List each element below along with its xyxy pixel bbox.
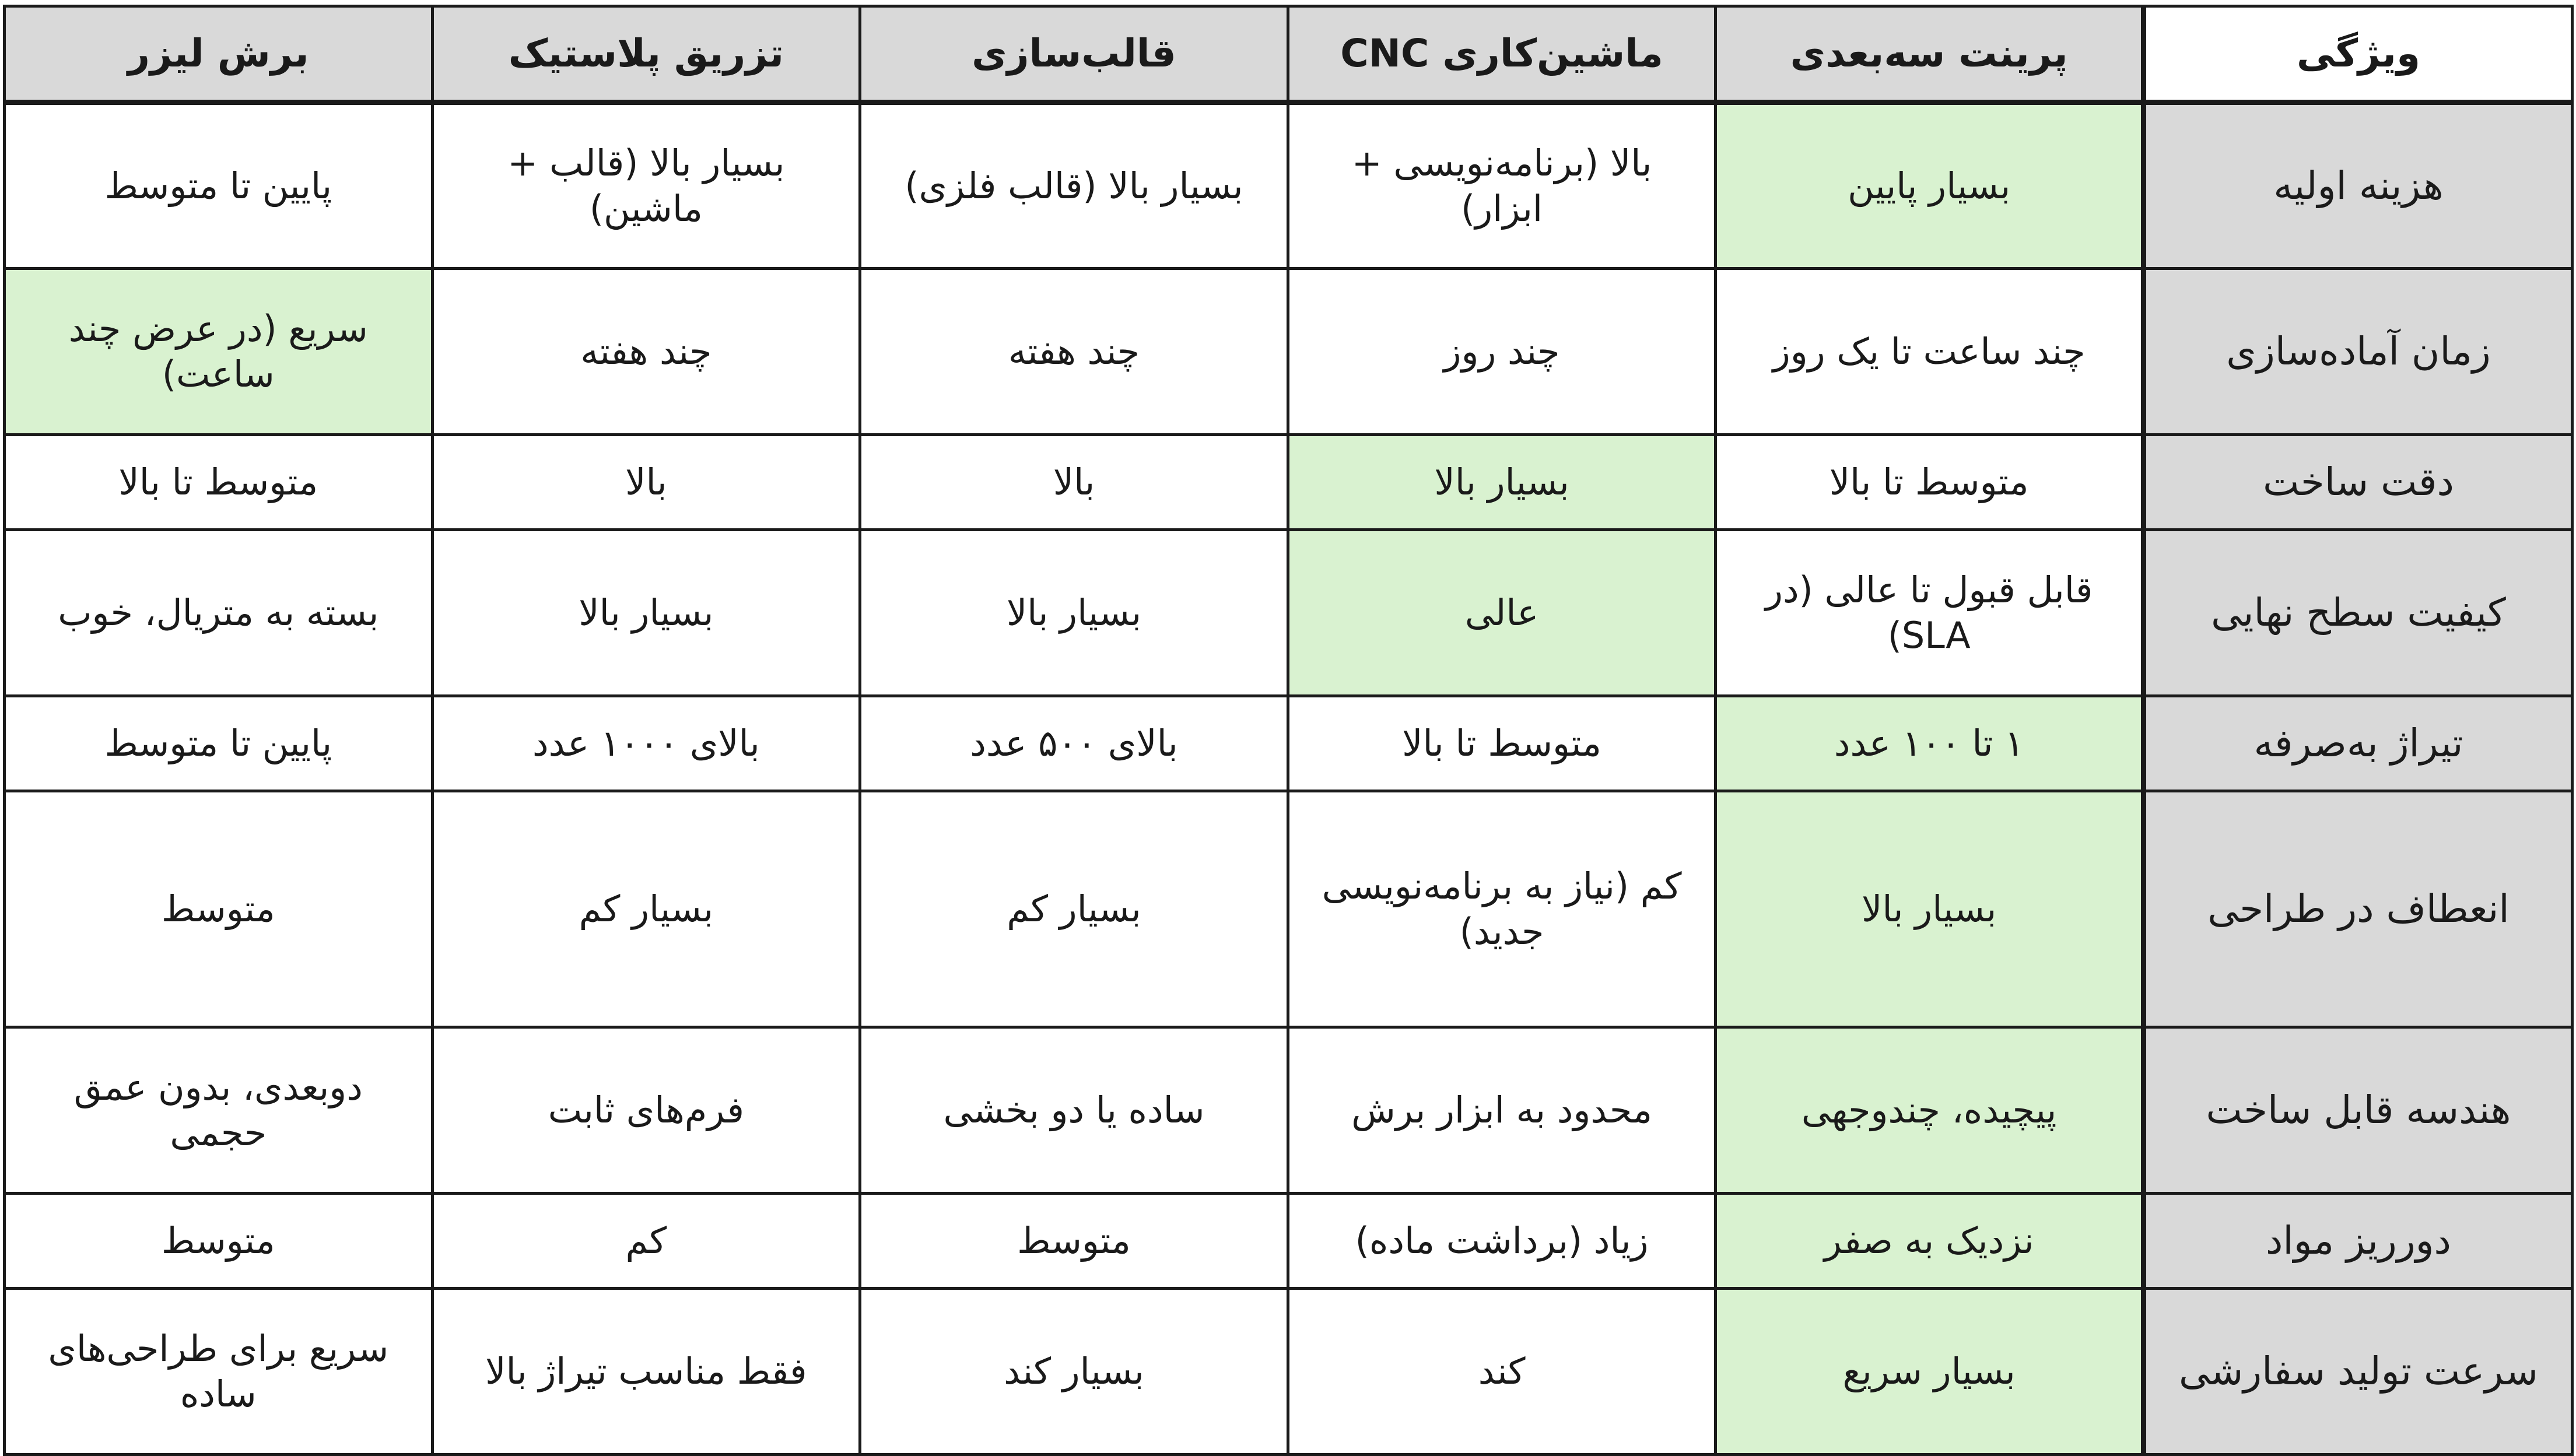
table-cell: بالای ۱۰۰۰ عدد bbox=[432, 696, 860, 791]
header-mold-making: قالب‌سازی bbox=[860, 6, 1288, 103]
table-cell: بالای ۵۰۰ عدد bbox=[860, 696, 1288, 791]
table-cell: بسیار بالا bbox=[860, 530, 1288, 696]
table-header-row bbox=[5, 6, 2573, 103]
table-row bbox=[5, 530, 2573, 696]
table-cell: چند هفته bbox=[432, 269, 860, 435]
table-cell-highlighted: ۱ تا ۱۰۰ عدد bbox=[1716, 696, 2144, 791]
header-injection-molding: تزریق پلاستیک bbox=[432, 6, 860, 103]
table-cell: فقط مناسب تیراژ بالا bbox=[432, 1289, 860, 1455]
table-cell-highlighted: عالی bbox=[1288, 530, 1716, 696]
table-row bbox=[5, 696, 2573, 791]
row-feature: دورریز مواد bbox=[2143, 1194, 2572, 1289]
table-cell: متوسط bbox=[5, 1194, 433, 1289]
table-cell: چند ساعت تا یک روز bbox=[1716, 269, 2144, 435]
header-laser-cutting: برش لیزر bbox=[5, 6, 433, 103]
table-cell: کند bbox=[1288, 1289, 1716, 1455]
row-feature: هزینه اولیه bbox=[2143, 103, 2572, 269]
table-cell: پایین تا متوسط bbox=[5, 696, 433, 791]
table-row bbox=[5, 791, 2573, 1027]
table-cell: کم (نیاز به برنامه‌نویسی جدید) bbox=[1288, 791, 1716, 1027]
table-cell: زیاد (برداشت ماده) bbox=[1288, 1194, 1716, 1289]
table-cell-highlighted: پیچیده، چندوجهی bbox=[1716, 1027, 2144, 1194]
table-cell: متوسط تا بالا bbox=[1288, 696, 1716, 791]
table-cell: بالا bbox=[860, 435, 1288, 530]
table-row bbox=[5, 1289, 2573, 1455]
table-cell: بسیار کند bbox=[860, 1289, 1288, 1455]
table-row bbox=[5, 103, 2573, 269]
header-cnc-machining: ماشین‌کاری CNC bbox=[1288, 6, 1716, 103]
row-feature: سرعت تولید سفارشی bbox=[2143, 1289, 2572, 1455]
row-feature: کیفیت سطح نهایی bbox=[2143, 530, 2572, 696]
table-cell: متوسط تا بالا bbox=[1716, 435, 2144, 530]
table-cell: بسیار کم bbox=[432, 791, 860, 1027]
table-cell: متوسط bbox=[860, 1194, 1288, 1289]
table-cell: محدود به ابزار برش bbox=[1288, 1027, 1716, 1194]
table-row bbox=[5, 269, 2573, 435]
table-cell: بالا bbox=[432, 435, 860, 530]
table-row bbox=[5, 1194, 2573, 1289]
table-row bbox=[5, 435, 2573, 530]
table-cell: بسیار بالا bbox=[432, 530, 860, 696]
table-cell-highlighted: سریع (در عرض چند ساعت) bbox=[5, 269, 433, 435]
table-cell-highlighted: بسیار پایین bbox=[1716, 103, 2144, 269]
row-feature: تیراژ به‌صرفه bbox=[2143, 696, 2572, 791]
table-cell: کم bbox=[432, 1194, 860, 1289]
row-feature: زمان آماده‌سازی bbox=[2143, 269, 2572, 435]
table-cell: بالا (برنامه‌نویسی + ابزار) bbox=[1288, 103, 1716, 269]
table-cell: بسیار بالا (قالب + ماشین) bbox=[432, 103, 860, 269]
header-feature: ویژگی bbox=[2143, 6, 2572, 103]
row-feature: هندسه قابل ساخت bbox=[2143, 1027, 2572, 1194]
table-cell: سریع برای طراحی‌های ساده bbox=[5, 1289, 433, 1455]
table-cell: قابل قبول تا عالی (در SLA) bbox=[1716, 530, 2144, 696]
table-cell: چند روز bbox=[1288, 269, 1716, 435]
table-cell: دوبعدی، بدون عمق حجمی bbox=[5, 1027, 433, 1194]
row-feature: دقت ساخت bbox=[2143, 435, 2572, 530]
row-feature: انعطاف در طراحی bbox=[2143, 791, 2572, 1027]
table-cell: بسیار کم bbox=[860, 791, 1288, 1027]
table-cell: متوسط تا بالا bbox=[5, 435, 433, 530]
table-cell-highlighted: بسیار سریع bbox=[1716, 1289, 2144, 1455]
table-cell: بسته به متریال، خوب bbox=[5, 530, 433, 696]
table-cell: ساده یا دو بخشی bbox=[860, 1027, 1288, 1194]
header-3d-printing: پرینت سه‌بعدی bbox=[1716, 6, 2144, 103]
table-cell: چند هفته bbox=[860, 269, 1288, 435]
manufacturing-comparison-table bbox=[3, 5, 2574, 1456]
table-cell: پایین تا متوسط bbox=[5, 103, 433, 269]
table-cell: فرم‌های ثابت bbox=[432, 1027, 860, 1194]
table-cell: بسیار بالا (قالب فلزی) bbox=[860, 103, 1288, 269]
table-cell-highlighted: بسیار بالا bbox=[1288, 435, 1716, 530]
table-cell: متوسط bbox=[5, 791, 433, 1027]
table-cell-highlighted: نزدیک به صفر bbox=[1716, 1194, 2144, 1289]
table-row bbox=[5, 1027, 2573, 1194]
table-cell-highlighted: بسیار بالا bbox=[1716, 791, 2144, 1027]
